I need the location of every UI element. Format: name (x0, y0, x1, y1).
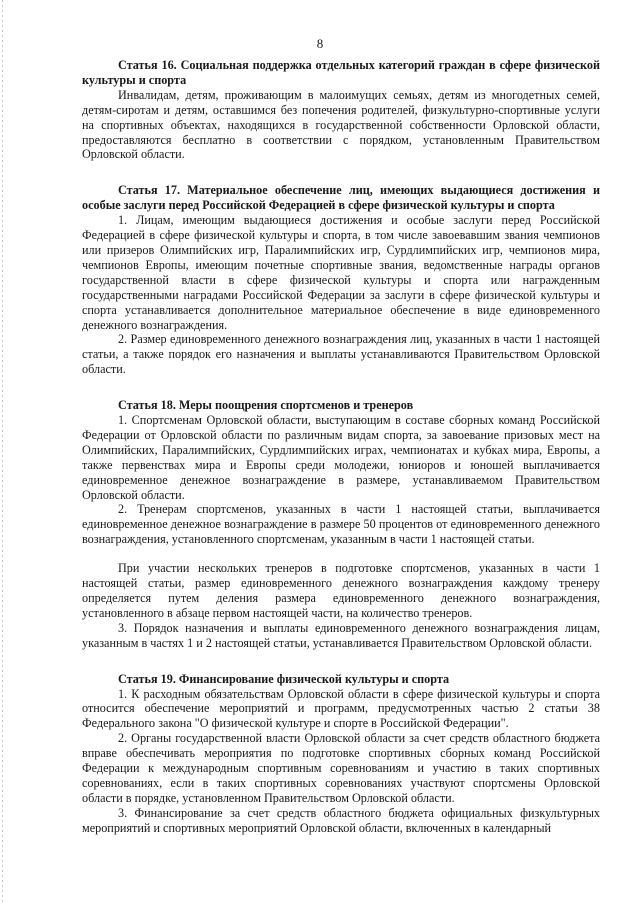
article-18 (82, 398, 600, 651)
article-heading: Статья 17. Материальное обеспечение лиц, имеющих выдающиеся достижения и особые заслуги перед Российской Федерацией в сфере физической культуры и спорта (82, 183, 600, 213)
article-paragraph: 2. Тренерам спортсменов, указанных в части 1 настоящей статьи, выплачивается единовременное денежное вознаграждение в размере 50 процентов от единовременного денежного вознаграждения, установленного спортсменам, указанным в части 1 настоящей статьи. (82, 502, 600, 547)
article-heading: Статья 19. Финансирование физической культуры и спорта (118, 671, 450, 686)
article-heading: Статья 16. Социальная поддержка отдельных категорий граждан в сфере физической культуры и спорта (82, 58, 600, 87)
article-paragraph: 3. Порядок назначения и выплаты единовременного денежного вознаграждения лицам, указанным в частях 1 и 2 настоящей статьи, устанавливается Правительством Орловской области. (82, 620, 600, 650)
article-paragraph: 1. Лицам, имеющим выдающиеся достижения и особые заслуги перед Российской Федерацией в сфере физической культуры и спорта, в том числе завоевавшим звания чемпионов или призеров Олимпийских игр, Паралимпийских игр, Сурдлимпийских игр, чемпионов мира, чемпионов Европы, имеющим почетные спортивные звания, ведомственные награды органов государственной власти в сфере физической культуры и спорта или награжденным государственными наградами Российской Федерации за заслуги в сфере физической культуры и спорта устанавливается дополнительное материальное обеспечение в виде единовременного денежного вознаграждения. (82, 213, 600, 332)
article-paragraph: 2. Размер единовременного денежного вознаграждения лиц, указанных в части 1 настоящей статьи, а также порядок его назначения и выплаты устанавливаются Правительством Орловской области. (82, 332, 600, 377)
article-paragraph: 1. К расходным обязательствам Орловской области в сфере физической культуры и спорта относится обеспечение мероприятий и программ, предусмотренных частью 2 статьи 38 Федерального закона "О физической культуре и спорте в Российской Федерации". (82, 686, 600, 731)
article-paragraph: 1. Спортсменам Орловской области, выступающим в составе сборных команд Российской Федерации от Орловской области по различным видам спорта, за завоевание призовых мест на Олимпийских, Паралимпийских, Сурдлимпийских играх, чемпионатах и кубках мира, Европы, а также первенствах мира и Европы среди молодежи, юниоров и юношей выплачивается единовременное денежное вознаграждение в размере, устанавливаемом Правительством Орловской области. (82, 413, 600, 502)
page-number: 8 (316, 36, 324, 51)
article-17 (82, 183, 600, 377)
article-16 (82, 58, 600, 162)
article-heading: Статья 18. Меры поощрения спортсменов и тренеров (118, 398, 414, 413)
document-body (82, 58, 600, 857)
article-paragraph: При участии нескольких тренеров в подготовке спортсменов, указанных в части 1 настоящей статьи, размер единовременного денежного вознаграждения каждому тренеру определяется путем деления размера единовременного денежного вознаграждения, установленного в абзаце первом настоящей части, на количество тренеров. (82, 561, 600, 620)
article-paragraph: 3. Финансирование за счет средств областного бюджета официальных физкультурных мероприятий и спортивных мероприятий Орловской области, включенных в календарный (82, 805, 600, 835)
article-paragraph: 2. Органы государственной власти Орловской области за счет средств областного бюджета вправе обеспечивать мероприятия по подготовке спортивных сборных команд Российской Федерации к международным спортивным соревнованиям и участию в таких спортивных соревнованиях, если в таких спортивных соревнованиях участвуют спортсмены Орловской области в порядке, установленном Правительством Орловской области. (82, 731, 600, 805)
article-paragraph: Инвалидам, детям, проживающим в малоимущих семьях, детям из многодетных семей, детям-сиротам и детям, оставшимся без попечения родителей, физкультурно-спортивные услуги на спортивных объектах, находящихся в государственной собственности Орловской области, предоставляются бесплатно в соответствии с порядком, установленным Правительством Орловской области. (82, 87, 600, 162)
scan-edge-mark (2, 0, 3, 905)
article-19 (82, 672, 600, 836)
